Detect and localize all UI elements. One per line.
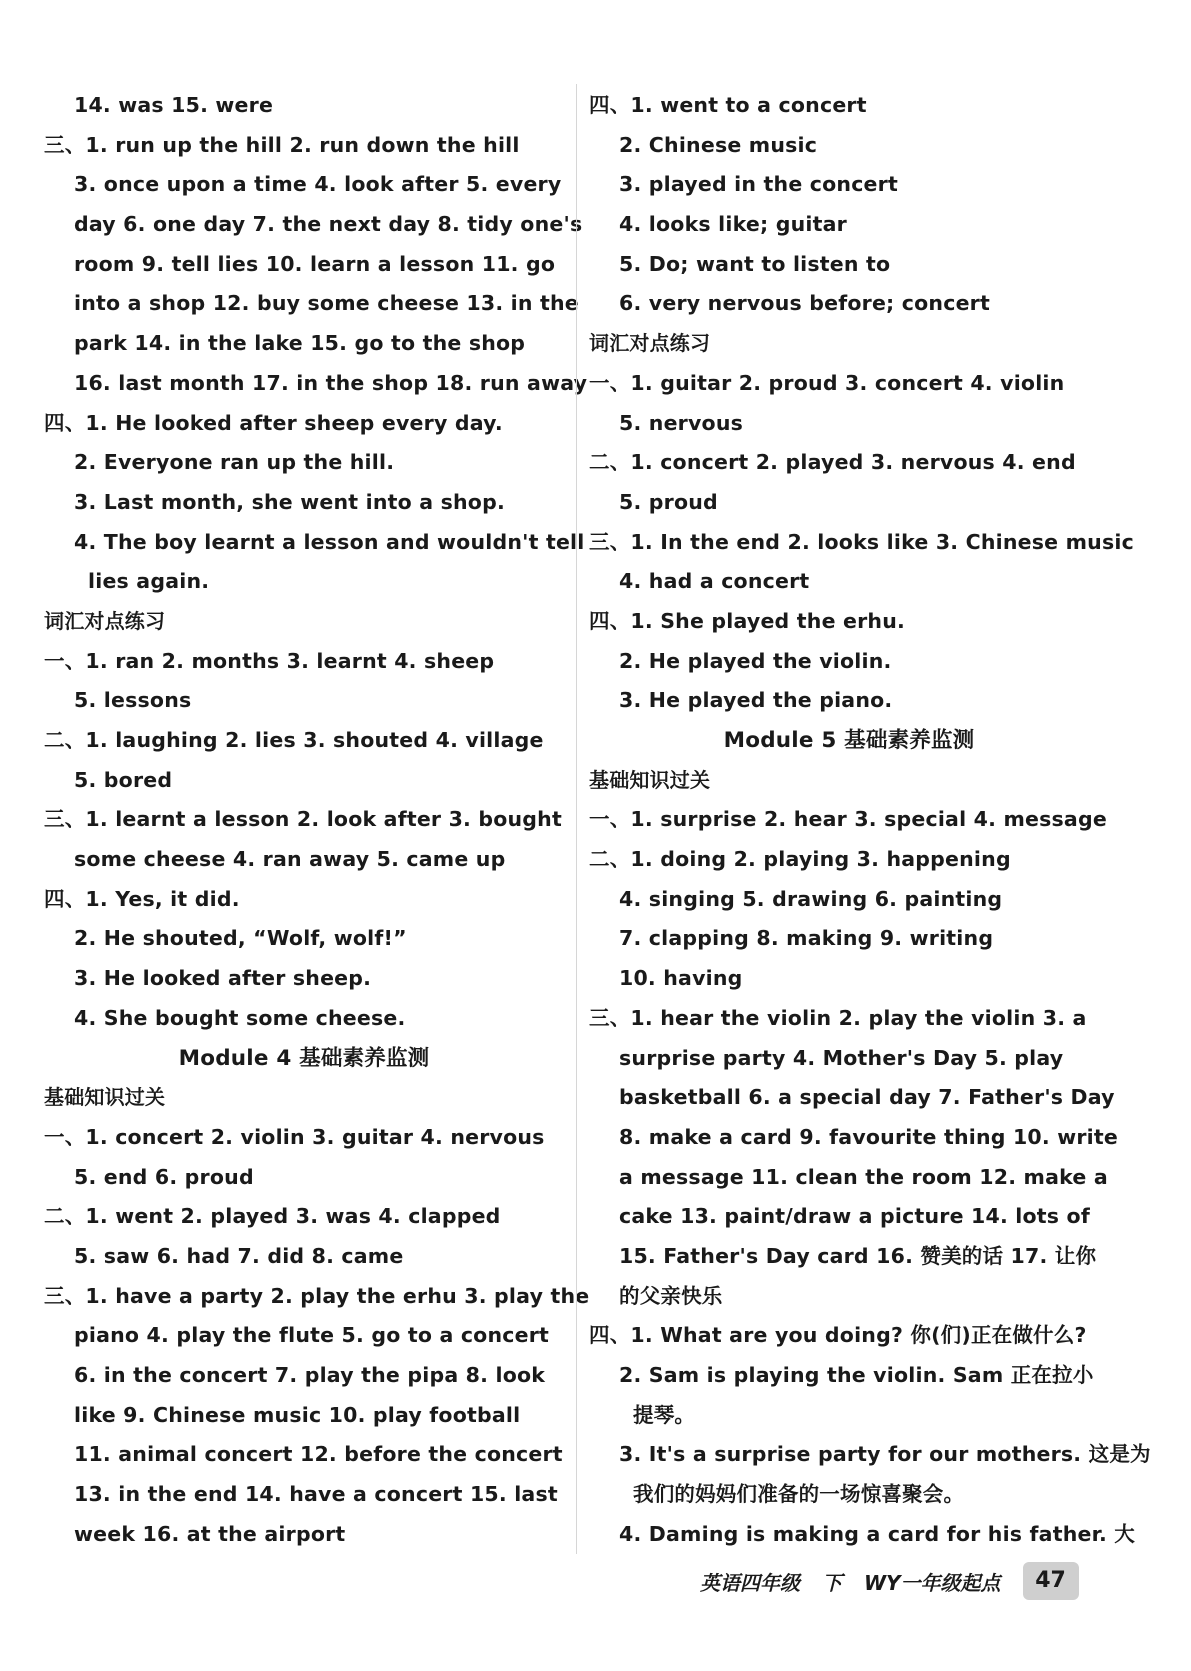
answer-line: 2. He played the violin.: [619, 648, 892, 673]
answer-line: 3. He looked after sheep.: [74, 966, 372, 991]
answer-line: 二、1. laughing 2. lies 3. shouted 4. village: [44, 728, 544, 752]
answer-line: basketball 6. a special day 7. Father's Day: [619, 1085, 1115, 1110]
answer-line: park 14. in the lake 15. go to the shop: [74, 331, 526, 356]
answer-line: 5. nervous: [619, 410, 744, 435]
answer-line: surprise party 4. Mother's Day 5. play: [619, 1045, 1064, 1070]
answer-line: 3. He played the piano.: [619, 688, 893, 713]
answer-line: 15. Father's Day card 16. 赞美的话 17. 让你: [619, 1243, 1097, 1268]
answer-line: Module 5 基础素养监测: [723, 728, 975, 753]
answer-line: 三、1. In the end 2. looks like 3. Chinese music: [589, 529, 1134, 554]
answer-line: 5. bored: [74, 767, 173, 792]
answer-line: 四、1. He looked after sheep every day.: [44, 410, 503, 435]
answer-line: 三、1. have a party 2. play the erhu 3. play the: [44, 1283, 590, 1308]
answer-line: 的父亲快乐: [619, 1283, 723, 1308]
answer-line: 5. proud: [619, 489, 718, 514]
answer-line: 三、1. run up the hill 2. run down the hill: [44, 132, 520, 157]
answer-line: 14. was 15. were: [74, 93, 274, 117]
page-footer: [700, 1560, 1120, 1602]
answer-line: 提琴。: [633, 1402, 696, 1427]
answer-line: 四、1. She played the erhu.: [589, 608, 905, 633]
answer-line: 6. very nervous before; concert: [619, 291, 990, 316]
answer-line: Module 4 基础素养监测: [178, 1045, 430, 1071]
answer-line: 3. once upon a time 4. look after 5. every: [74, 172, 562, 197]
page-number: 47: [1023, 1562, 1079, 1600]
answer-line: 四、1. Yes, it did.: [44, 886, 240, 911]
answer-line: 3. Last month, she went into a shop.: [74, 489, 505, 514]
footer-subject: 英语四年级: [700, 1570, 800, 1595]
answer-line: 5. end 6. proud: [74, 1164, 254, 1189]
answer-line: a message 11. clean the room 12. make a: [619, 1164, 1108, 1189]
answer-line: 7. clapping 8. making 9. writing: [619, 926, 994, 951]
answer-line: 2. Everyone ran up the hill.: [74, 450, 395, 475]
answer-line: 4. had a concert: [619, 569, 810, 594]
answer-column-right: [589, 86, 1151, 1554]
answer-line: 二、1. concert 2. played 3. nervous 4. end: [589, 450, 1076, 475]
answer-line: 我们的妈妈们准备的一场惊喜聚会。: [633, 1482, 965, 1507]
answer-line: 二、1. doing 2. playing 3. happening: [589, 847, 1011, 872]
answer-line: 4. The boy learnt a lesson and wouldn't tell: [74, 529, 585, 554]
answer-line: 16. last month 17. in the shop 18. run away: [74, 370, 588, 395]
answer-line: 5. Do; want to listen to: [619, 251, 891, 276]
answer-line: 四、1. What are you doing? 你(们)正在做什么?: [589, 1323, 1087, 1348]
answer-line: like 9. Chinese music 10. play football: [74, 1402, 521, 1427]
answer-line: 三、1. hear the violin 2. play the violin 3. a: [589, 1005, 1087, 1030]
answer-line: piano 4. play the flute 5. go to a concert: [74, 1323, 550, 1348]
answer-line: day 6. one day 7. the next day 8. tidy one's: [74, 212, 583, 237]
answer-line: 一、1. ran 2. months 3. learnt 4. sheep: [44, 648, 495, 673]
answer-line: 二、1. went 2. played 3. was 4. clapped: [44, 1204, 501, 1229]
answer-line: 一、1. guitar 2. proud 3. concert 4. violin: [589, 370, 1065, 395]
answer-line: 11. animal concert 12. before the concert: [74, 1442, 563, 1467]
answer-line: 词汇对点练习: [589, 331, 711, 356]
answer-line: 词汇对点练习: [44, 608, 166, 633]
answer-line: 三、1. learnt a lesson 2. look after 3. bought: [44, 807, 562, 832]
answer-line: 2. Chinese music: [619, 132, 818, 157]
answer-line: room 9. tell lies 10. learn a lesson 11. go: [74, 251, 556, 276]
answer-line: 10. having: [619, 966, 743, 991]
footer-edition: WY一年级起点: [864, 1570, 1001, 1595]
answer-line: 13. in the end 14. have a concert 15. last: [74, 1482, 558, 1507]
answer-column-left: [44, 86, 590, 1554]
column-divider: [576, 84, 577, 1554]
answer-line: 4. She bought some cheese.: [74, 1005, 406, 1030]
answer-line: 3. It's a surprise party for our mothers. 这是为: [619, 1442, 1151, 1467]
footer-volume: 下: [822, 1570, 842, 1595]
answer-line: 5. lessons: [74, 688, 192, 713]
answer-line: lies again.: [88, 569, 210, 594]
answer-line: 4. Daming is making a card for his father. 大: [619, 1521, 1136, 1546]
answer-line: 基础知识过关: [44, 1085, 166, 1110]
answer-line: 5. saw 6. had 7. did 8. came: [74, 1243, 404, 1268]
answer-line: 8. make a card 9. favourite thing 10. write: [619, 1124, 1118, 1149]
answer-line: 2. He shouted, “Wolf, wolf!”: [74, 926, 407, 951]
answer-line: 2. Sam is playing the violin. Sam 正在拉小: [619, 1363, 1094, 1387]
answer-line: cake 13. paint/draw a picture 14. lots of: [619, 1204, 1090, 1229]
answer-line: into a shop 12. buy some cheese 13. in the: [74, 291, 579, 316]
answer-line: 4. looks like; guitar: [619, 212, 847, 237]
answer-line: 6. in the concert 7. play the pipa 8. look: [74, 1363, 546, 1387]
answer-line: 基础知识过关: [589, 767, 711, 792]
answer-line: 4. singing 5. drawing 6. painting: [619, 886, 1003, 911]
answer-line: some cheese 4. ran away 5. came up: [74, 847, 506, 872]
answer-line: 3. played in the concert: [619, 172, 898, 197]
answer-line: 一、1. surprise 2. hear 3. special 4. message: [589, 807, 1107, 832]
answer-line: 一、1. concert 2. violin 3. guitar 4. nervous: [44, 1124, 545, 1149]
answer-line: 四、1. went to a concert: [589, 93, 867, 117]
answer-line: week 16. at the airport: [74, 1521, 346, 1546]
